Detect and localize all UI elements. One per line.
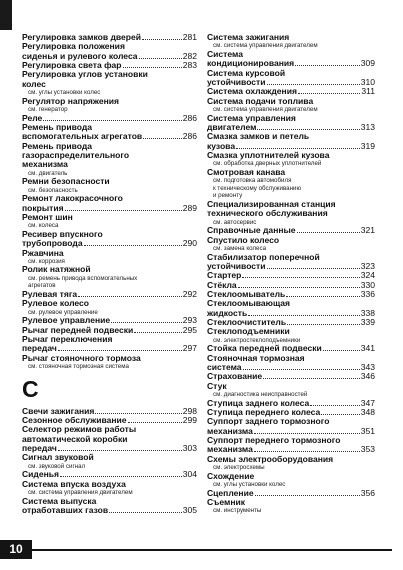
index-entry bbox=[22, 497, 197, 516]
dot-leader bbox=[287, 324, 360, 325]
dot-leader bbox=[295, 65, 360, 66]
index-term-text: отработавших газов bbox=[22, 504, 109, 515]
index-term-line: Система зажигания bbox=[207, 32, 290, 42]
index-page-number: 348 bbox=[360, 406, 375, 417]
dot-leader bbox=[143, 138, 182, 139]
index-entry bbox=[22, 265, 197, 290]
dot-leader bbox=[257, 129, 359, 130]
index-crossref: к техническому обслуживанию bbox=[213, 184, 302, 192]
index-term-line: Стояночная тормозная bbox=[207, 352, 305, 363]
index-crossref: см. генератор bbox=[28, 106, 68, 113]
dot-leader bbox=[248, 315, 360, 316]
index-crossref: см. ремень привода вспомогательных bbox=[28, 274, 138, 282]
index-crossref: см. инструменты bbox=[213, 507, 262, 515]
page-number-badge: 10 bbox=[0, 540, 32, 559]
index-term-text: Ступица переднего колеса bbox=[207, 406, 321, 417]
index-entry bbox=[22, 194, 197, 213]
dot-leader bbox=[128, 422, 182, 423]
dot-leader bbox=[267, 268, 360, 269]
index-term-text: Сцепление bbox=[207, 487, 254, 498]
index-page-number: 330 bbox=[360, 279, 375, 290]
dot-leader bbox=[323, 350, 360, 351]
index-crossref: см. замена колеса bbox=[213, 245, 267, 252]
index-entry bbox=[207, 151, 375, 168]
index-term-text: Система охлаждения bbox=[207, 86, 297, 97]
index-page-number: 313 bbox=[360, 121, 375, 132]
index-entry bbox=[22, 213, 197, 230]
index-term-text: Стеклоочиститель bbox=[207, 317, 287, 327]
index-term-line: технического обслуживания bbox=[207, 208, 328, 219]
index-crossref: см. стояночная тормозная система bbox=[28, 362, 129, 370]
index-term-text: система bbox=[207, 361, 242, 372]
index-entry bbox=[207, 472, 375, 489]
index-crossref: см. электросхемы bbox=[213, 464, 265, 471]
index-term-line: Ресивер впускного bbox=[22, 228, 103, 239]
dot-leader bbox=[60, 476, 182, 477]
index-term-line: Ремень привода bbox=[22, 121, 93, 132]
index-term-line: Съемник bbox=[207, 496, 246, 507]
index-crossref: см. рулевое управление bbox=[28, 308, 98, 316]
index-entry bbox=[207, 498, 375, 515]
index-page-number: 336 bbox=[360, 288, 375, 299]
dot-leader bbox=[298, 93, 360, 94]
index-page-number: 282 bbox=[182, 50, 197, 61]
dot-leader bbox=[111, 322, 182, 323]
index-term-text: Ступица заднего колеса bbox=[207, 397, 310, 408]
index-crossref: см. колеса bbox=[28, 222, 59, 230]
index-term-text: Рычаг передней подвески bbox=[22, 324, 134, 335]
index-page-number: 356 bbox=[360, 487, 375, 498]
index-crossref: см. коррозия bbox=[28, 257, 65, 265]
index-entry bbox=[207, 436, 375, 455]
index-entry bbox=[22, 354, 197, 371]
dot-leader bbox=[123, 67, 182, 68]
index-term-text: вспомогательных агрегатов bbox=[22, 131, 143, 142]
index-term-text: покрытия bbox=[22, 202, 64, 213]
index-crossref: см. система управления двигателем bbox=[213, 42, 318, 50]
index-page-number: 290 bbox=[182, 238, 197, 249]
index-page-number: 339 bbox=[360, 317, 375, 327]
index-term-line: Рычаг стояночного тормоза bbox=[22, 352, 141, 363]
index-term-text: Реле bbox=[22, 112, 43, 123]
index-term-line: Система впуска воздуха bbox=[22, 478, 126, 489]
index-entry bbox=[22, 177, 197, 194]
index-term-line: Схождение bbox=[207, 470, 255, 481]
index-entry bbox=[207, 253, 375, 272]
dot-leader bbox=[254, 433, 360, 434]
index-page-number: 346 bbox=[360, 371, 375, 382]
index-term-text: кондиционирования bbox=[207, 58, 295, 69]
index-term-line bbox=[22, 506, 197, 515]
index-column-left bbox=[22, 33, 197, 515]
index-page-number: 286 bbox=[182, 112, 197, 123]
dot-leader bbox=[310, 405, 359, 406]
index-page-number: 292 bbox=[182, 288, 197, 299]
index-term-line: Стабилизатор поперечной bbox=[207, 251, 320, 262]
index-crossref: см. автосервис bbox=[213, 218, 257, 226]
index-entry bbox=[207, 455, 375, 472]
index-term-line: колес bbox=[22, 78, 46, 89]
index-entry bbox=[207, 200, 375, 226]
index-group-s bbox=[22, 407, 197, 516]
index-page-number: 311 bbox=[361, 86, 375, 97]
index-term-text: трубопровода bbox=[22, 238, 83, 249]
index-page-number: 303 bbox=[182, 442, 197, 453]
index-crossref: см. углы установки колес bbox=[28, 89, 101, 97]
index-page-number: 304 bbox=[182, 469, 197, 480]
dot-leader bbox=[142, 39, 182, 40]
index-crossref: см. система управления двигателем bbox=[28, 488, 133, 496]
dot-leader bbox=[321, 414, 359, 415]
index-entry bbox=[207, 354, 375, 373]
section-letter: С bbox=[22, 375, 39, 402]
index-page-number: 299 bbox=[182, 414, 197, 425]
index-page-number: 281 bbox=[182, 32, 197, 42]
dot-leader bbox=[255, 495, 360, 496]
index-term-line bbox=[207, 372, 375, 381]
index-page-number: 323 bbox=[360, 260, 375, 271]
index-page-number: 343 bbox=[360, 361, 375, 372]
index-crossref: см. двигатель bbox=[28, 169, 68, 177]
index-term-text: Сезонное обслуживание bbox=[22, 414, 127, 425]
index-term-text: Регулировка замков дверей bbox=[22, 32, 142, 42]
index-term-text: Регулировка света фар bbox=[22, 60, 122, 71]
index-page-number: 297 bbox=[182, 343, 197, 354]
dot-leader bbox=[43, 120, 181, 121]
index-page-number: 283 bbox=[182, 60, 197, 71]
index-crossref: см. система управления двигателем bbox=[213, 106, 318, 113]
index-term-line: Регулятор напряжения bbox=[22, 95, 120, 106]
index-term-text: кузова bbox=[207, 140, 236, 151]
dot-leader bbox=[236, 148, 360, 149]
index-page-number: 351 bbox=[360, 425, 375, 436]
index-entry bbox=[22, 453, 197, 470]
index-entry bbox=[22, 97, 197, 114]
index-crossref: см. обработка дверных уплотнителей bbox=[213, 160, 322, 168]
index-term-line: Система выпуска bbox=[22, 495, 97, 506]
index-page-number: 298 bbox=[182, 405, 197, 416]
index-page-number: 305 bbox=[182, 504, 197, 515]
index-entry bbox=[207, 69, 375, 88]
index-entry bbox=[207, 299, 375, 318]
index-entry bbox=[207, 417, 375, 436]
index-entry bbox=[22, 142, 197, 178]
index-term-text: жидкость bbox=[207, 307, 248, 318]
index-term-text: устойчивости bbox=[207, 260, 266, 271]
index-term-text: Рулевая тяга bbox=[22, 288, 78, 299]
index-term-line: Стеклоподъемники bbox=[207, 326, 290, 337]
index-entry bbox=[22, 70, 197, 96]
index-term-line: газораспределительного bbox=[22, 149, 130, 160]
index-entry bbox=[207, 327, 375, 344]
dot-leader bbox=[263, 378, 360, 379]
index-entry bbox=[207, 97, 375, 114]
index-entry bbox=[207, 382, 375, 399]
index-term-line: Ремонт шин bbox=[22, 211, 73, 222]
index-term-line: Суппорт заднего тормозного bbox=[207, 416, 330, 427]
index-term-line: Смотровая канава bbox=[207, 166, 286, 177]
dot-leader bbox=[297, 232, 360, 233]
index-term-text: Сиденья bbox=[22, 469, 60, 480]
index-entry bbox=[22, 299, 197, 316]
index-term-line: Ролик натяжной bbox=[22, 264, 91, 275]
index-term-line: Селектор режимов работы bbox=[22, 424, 137, 435]
index-term-text: Свечи зажигания bbox=[22, 405, 95, 416]
index-term-text: Страхование bbox=[207, 371, 263, 382]
index-term-line: Ремни безопасности bbox=[22, 176, 110, 187]
dot-leader bbox=[109, 512, 182, 513]
index-group-s-continued bbox=[207, 33, 375, 515]
dot-leader bbox=[267, 84, 360, 85]
index-page-number: 309 bbox=[360, 58, 375, 69]
index-crossref: агрегатов bbox=[28, 282, 56, 290]
index-term-text: механизма bbox=[207, 425, 253, 436]
index-crossref: см. углы установки колес bbox=[213, 480, 286, 488]
index-term-line: автоматической коробки bbox=[22, 433, 128, 444]
dot-leader bbox=[95, 413, 181, 414]
index-crossref: см. подготовка автомобиля bbox=[213, 177, 292, 185]
dot-leader bbox=[242, 277, 359, 278]
index-page-number: 341 bbox=[360, 343, 375, 354]
footer-rule bbox=[32, 549, 392, 551]
index-page-number: 324 bbox=[360, 270, 375, 281]
dot-leader bbox=[139, 58, 182, 59]
dot-leader bbox=[254, 451, 360, 452]
index-crossref: см. электростеклоподъемники bbox=[213, 336, 301, 344]
index-term-line: Ремень привода bbox=[22, 140, 93, 151]
index-term-text: механизма bbox=[207, 444, 253, 455]
index-page-number: 295 bbox=[182, 324, 197, 335]
index-term-text: передач bbox=[22, 442, 57, 453]
index-term-line: Система управления bbox=[207, 112, 296, 123]
index-entry bbox=[207, 50, 375, 69]
index-term-line: Сигнал звуковой bbox=[22, 452, 94, 463]
index-entry bbox=[207, 168, 375, 200]
index-term-text: двигателем bbox=[207, 121, 257, 132]
index-entry bbox=[22, 335, 197, 354]
index-entry bbox=[22, 249, 197, 266]
index-term-line: Смазка уплотнителей кузова bbox=[207, 149, 330, 160]
dot-leader bbox=[58, 450, 182, 451]
index-term-line: Спустило колесо bbox=[207, 234, 280, 245]
dot-leader bbox=[286, 296, 359, 297]
index-term-text: Стойка передней подвески bbox=[207, 343, 322, 354]
index-term-line: Ремонт лакокрасочного bbox=[22, 193, 123, 204]
index-page-number: 321 bbox=[360, 225, 375, 236]
index-term-text: сиденья и рулевого колеса bbox=[22, 50, 138, 61]
index-entry bbox=[207, 236, 375, 253]
index-term-line: Регулировка углов установки bbox=[22, 69, 148, 80]
top-corner-bar bbox=[0, 0, 12, 30]
index-page-number: 347 bbox=[360, 397, 375, 408]
index-page-number: 286 bbox=[182, 131, 197, 142]
index-crossref: и ремонту bbox=[213, 192, 243, 200]
index-page-number: 338 bbox=[360, 307, 375, 318]
index-term-line: Схемы электрооборудования bbox=[207, 453, 334, 464]
index-entry bbox=[22, 230, 197, 249]
index-entry bbox=[207, 372, 375, 381]
index-crossref: см. диагностика неисправностей bbox=[213, 391, 308, 398]
index-term-line: Рулевое колесо bbox=[22, 298, 90, 309]
index-page-number: 310 bbox=[360, 76, 375, 87]
index-column-right bbox=[207, 33, 375, 515]
index-term-text: Стёкла bbox=[207, 279, 237, 290]
index-crossref: см. звуковой сигнал bbox=[28, 462, 86, 470]
index-page-number: 289 bbox=[182, 202, 197, 213]
index-term-line: Система подачи топлива bbox=[207, 95, 314, 106]
index-term-text: устойчивости bbox=[207, 76, 266, 87]
index-term-line: механизма bbox=[22, 159, 68, 170]
index-term-text: Справочные данные bbox=[207, 225, 296, 236]
index-term-text: Стартер bbox=[207, 270, 242, 281]
index-entry bbox=[207, 114, 375, 133]
index-term-line: Специализированная станция bbox=[207, 199, 336, 210]
index-term-line: Система bbox=[207, 48, 243, 59]
index-entry bbox=[22, 480, 197, 497]
index-term-line: Регулировка положения bbox=[22, 41, 125, 52]
index-term-line: Рычаг переключения bbox=[22, 333, 113, 344]
dot-leader bbox=[238, 287, 360, 288]
index-page-number: 319 bbox=[360, 140, 375, 151]
index-term-line: Суппорт переднего тормозного bbox=[207, 434, 341, 445]
index-crossref: см. безопасность bbox=[28, 186, 78, 194]
index-term-text: передач bbox=[22, 343, 57, 354]
dot-leader bbox=[58, 350, 182, 351]
index-entry bbox=[22, 425, 197, 453]
index-term-text: Стеклоомыватель bbox=[207, 288, 286, 299]
index-entry bbox=[22, 42, 197, 61]
index-entry bbox=[207, 33, 375, 50]
dot-leader bbox=[65, 210, 182, 211]
index-term-line: Ржавчина bbox=[22, 247, 64, 258]
index-page-number: 293 bbox=[182, 315, 197, 326]
index-entry bbox=[207, 132, 375, 151]
dot-leader bbox=[78, 296, 182, 297]
dot-leader bbox=[134, 332, 181, 333]
index-term-line: Стеклоомывающая bbox=[207, 298, 291, 309]
index-term-line: Смазка замков и петель bbox=[207, 131, 310, 142]
index-term-line: Стук bbox=[207, 380, 227, 391]
index-entry bbox=[22, 123, 197, 142]
index-term-line: Система курсовой bbox=[207, 67, 286, 78]
index-group-r bbox=[22, 33, 197, 371]
dot-leader bbox=[243, 369, 360, 370]
index-page-number: 353 bbox=[360, 444, 375, 455]
dot-leader bbox=[84, 245, 182, 246]
index-term-text: Рулевое управление bbox=[22, 315, 111, 326]
